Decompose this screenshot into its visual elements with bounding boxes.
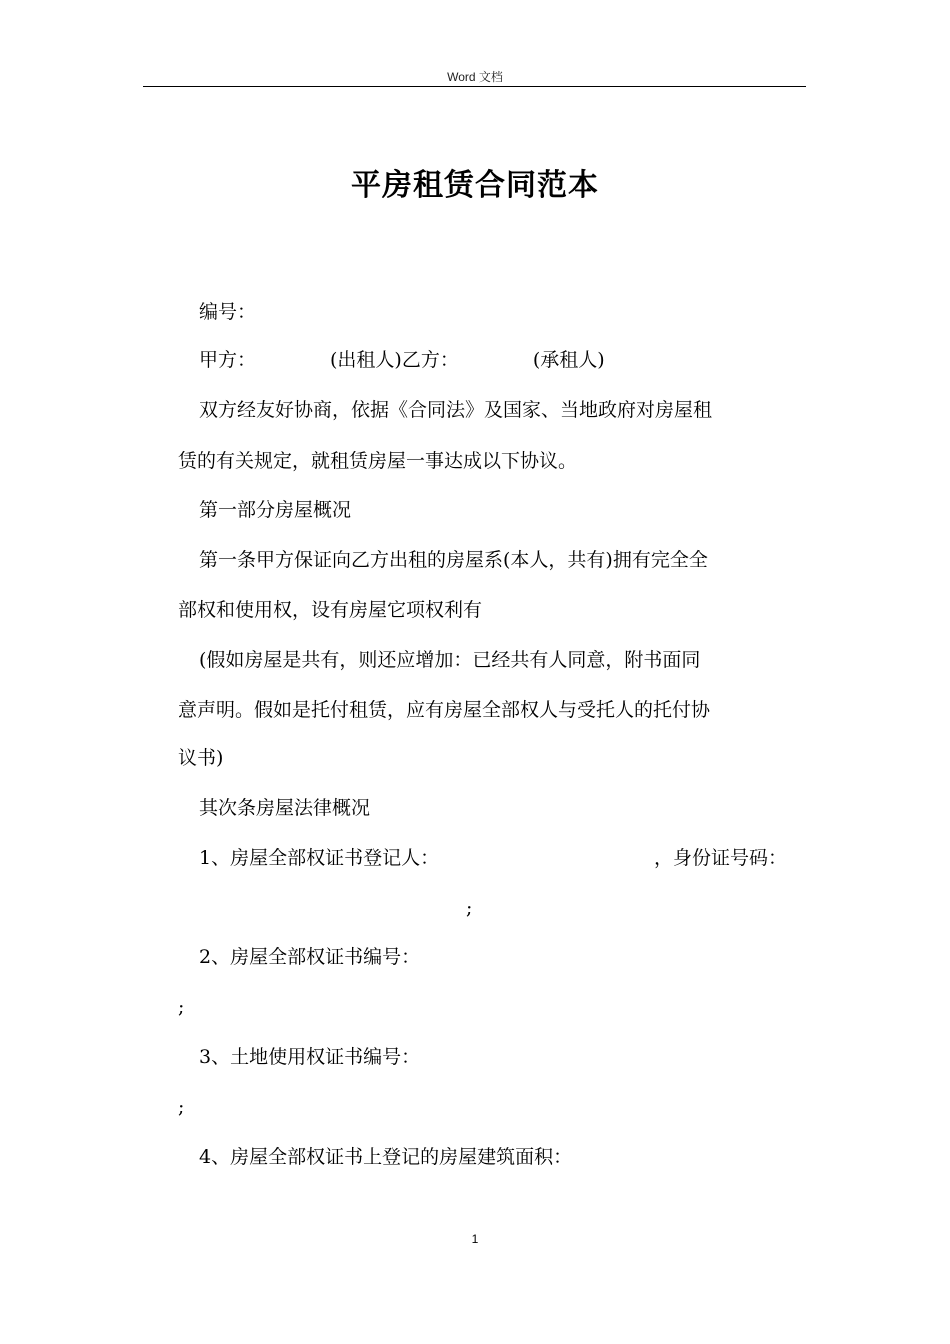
item3-label: 3、土地使用权证书编号： bbox=[199, 1046, 421, 1068]
party-b-role: (承租人) bbox=[532, 349, 605, 371]
party-a-role: (出租人)乙方： bbox=[330, 349, 459, 371]
article2-heading: 其次条房屋法律概况 bbox=[199, 797, 371, 819]
document-title: 平房租赁合同范本 bbox=[351, 168, 599, 203]
header-divider bbox=[143, 86, 806, 87]
note-line-2: 意声明。假如是托付租赁，应有房屋全部权人与受托人的托付协 bbox=[178, 699, 711, 721]
page-header: Word 文档 bbox=[447, 70, 503, 84]
item1-id-label: ，身份证号码： bbox=[654, 847, 788, 869]
party-a-label: 甲方： bbox=[199, 349, 257, 371]
intro-line-1: 双方经友好协商，依据《合同法》及国家、当地政府对房屋租 bbox=[199, 399, 713, 421]
item1-label: 1、房屋全部权证书登记人： bbox=[199, 847, 440, 869]
part1-heading: 第一部分房屋概况 bbox=[199, 499, 352, 521]
number-label: 编号： bbox=[199, 301, 257, 323]
intro-line-2: 赁的有关规定，就租赁房屋一事达成以下协议。 bbox=[178, 450, 578, 472]
article1-line-1: 第一条甲方保证向乙方出租的房屋系(本人，共有)拥有完全全 bbox=[199, 549, 708, 571]
item2-end: ; bbox=[178, 996, 185, 1018]
item3-end: ; bbox=[178, 1096, 185, 1118]
item1-end: ; bbox=[466, 897, 473, 919]
note-line-1: (假如房屋是共有，则还应增加：已经共有人同意，附书面同 bbox=[199, 649, 701, 671]
article1-line-2: 部权和使用权，设有房屋它项权利有 bbox=[178, 599, 483, 621]
note-line-3: 议书) bbox=[178, 747, 224, 769]
item4-label: 4、房屋全部权证书上登记的房屋建筑面积： bbox=[199, 1146, 573, 1168]
parties-line bbox=[199, 348, 825, 372]
item2-label: 2、房屋全部权证书编号： bbox=[199, 946, 421, 968]
page-number: 1 bbox=[471, 1232, 479, 1246]
